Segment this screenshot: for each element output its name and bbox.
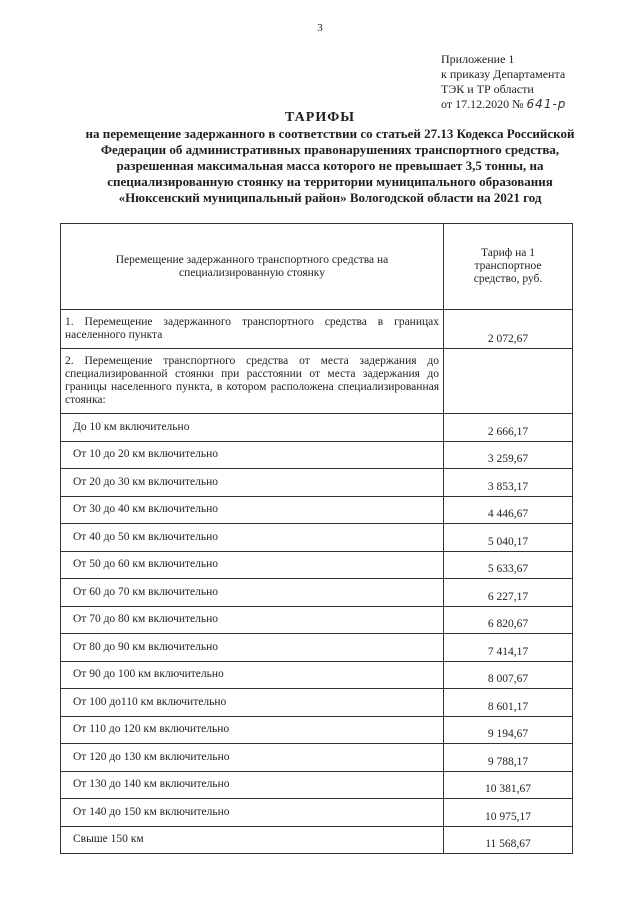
table-row xyxy=(61,441,573,469)
document-subtitle: на перемещение задержанного в соответствии со статьей 27.13 Кодекса Российской Федерации об административных правонарушениях транспортного средства, разрешенная максимальная масса которого не превышает 3,5 тонны, на специализированную стоянку на территории муниципального образования «Нюксенский муниципальный район» Вологодской области на 2021 год xyxy=(85,126,575,205)
document-title: ТАРИФЫ xyxy=(285,110,355,125)
table-row xyxy=(61,799,573,827)
distance-band-label: От 20 до 30 км включительно xyxy=(61,469,444,497)
distance-band-price: 4 446,67 xyxy=(444,496,573,524)
header-service: Перемещение задержанного транспортного средства на специализированную стоянку xyxy=(61,224,444,310)
table-row xyxy=(61,606,573,634)
distance-band-label: От 120 до 130 км включительно xyxy=(61,744,444,772)
table-row xyxy=(61,414,573,442)
distance-band-price: 10 975,17 xyxy=(444,799,573,827)
distance-band-price: 6 820,67 xyxy=(444,606,573,634)
item-1-price: 2 072,67 xyxy=(444,310,573,349)
tariff-table xyxy=(60,223,573,854)
distance-band-label: От 140 до 150 км включительно xyxy=(61,799,444,827)
distance-band-price: 9 788,17 xyxy=(444,744,573,772)
distance-band-price: 2 666,17 xyxy=(444,414,573,442)
table-row xyxy=(61,579,573,607)
table-row xyxy=(61,524,573,552)
distance-band-label: От 40 до 50 км включительно xyxy=(61,524,444,552)
distance-band-price: 8 007,67 xyxy=(444,661,573,689)
item-1-text: 1. Перемещение задержанного транспортного средства в границах населенного пункта xyxy=(61,310,444,349)
distance-band-label: Свыше 150 км xyxy=(61,826,444,854)
distance-band-price: 7 414,17 xyxy=(444,634,573,662)
table-row xyxy=(61,716,573,744)
distance-band-label: От 70 до 80 км включительно xyxy=(61,606,444,634)
distance-band-price: 5 633,67 xyxy=(444,551,573,579)
table-row xyxy=(61,661,573,689)
distance-band-price: 9 194,67 xyxy=(444,716,573,744)
distance-band-price: 8 601,17 xyxy=(444,689,573,717)
table-row xyxy=(61,634,573,662)
distance-band-label: От 100 до110 км включительно xyxy=(61,689,444,717)
appendix-line-2: к приказу Департамента xyxy=(441,67,566,81)
table-row xyxy=(61,771,573,799)
distance-band-label: От 110 до 120 км включительно xyxy=(61,716,444,744)
page-number: 3 xyxy=(317,22,323,34)
table-row xyxy=(61,826,573,854)
order-date-prefix: от 17.12.2020 № xyxy=(441,97,524,111)
distance-band-label: От 30 до 40 км включительно xyxy=(61,496,444,524)
distance-band-label: До 10 км включительно xyxy=(61,414,444,442)
table-row xyxy=(61,689,573,717)
appendix-block xyxy=(441,52,566,112)
distance-band-label: От 10 до 20 км включительно xyxy=(61,441,444,469)
table-row xyxy=(61,551,573,579)
distance-band-price: 3 259,67 xyxy=(444,441,573,469)
header-tariff: Тариф на 1 транспортное средство, руб. xyxy=(444,224,573,310)
distance-band-label: От 50 до 60 км включительно xyxy=(61,551,444,579)
distance-band-label: От 130 до 140 км включительно xyxy=(61,771,444,799)
distance-band-label: От 80 до 90 км включительно xyxy=(61,634,444,662)
table-header-row xyxy=(61,224,573,310)
distance-band-price: 6 227,17 xyxy=(444,579,573,607)
table-row xyxy=(61,469,573,497)
distance-band-price: 3 853,17 xyxy=(444,469,573,497)
distance-band-price: 10 381,67 xyxy=(444,771,573,799)
order-number-handwritten: 641-р xyxy=(526,97,567,111)
item-2-price-empty xyxy=(444,349,573,414)
distance-band-label: От 90 до 100 км включительно xyxy=(61,661,444,689)
appendix-line-1: Приложение 1 xyxy=(441,52,515,66)
table-row xyxy=(61,744,573,772)
appendix-line-3: ТЭК и ТР области xyxy=(441,82,534,96)
distance-band-price: 5 040,17 xyxy=(444,524,573,552)
table-row-item-2 xyxy=(61,349,573,414)
distance-band-price: 11 568,67 xyxy=(444,826,573,854)
distance-band-label: От 60 до 70 км включительно xyxy=(61,579,444,607)
table-row xyxy=(61,496,573,524)
table-row-item-1 xyxy=(61,310,573,349)
item-2-text: 2. Перемещение транспортного средства от места задержания до специализированной стоянки при расстоянии от места задержания до границы населенного пункта, в котором расположена специализированная стоянка: xyxy=(61,349,444,414)
